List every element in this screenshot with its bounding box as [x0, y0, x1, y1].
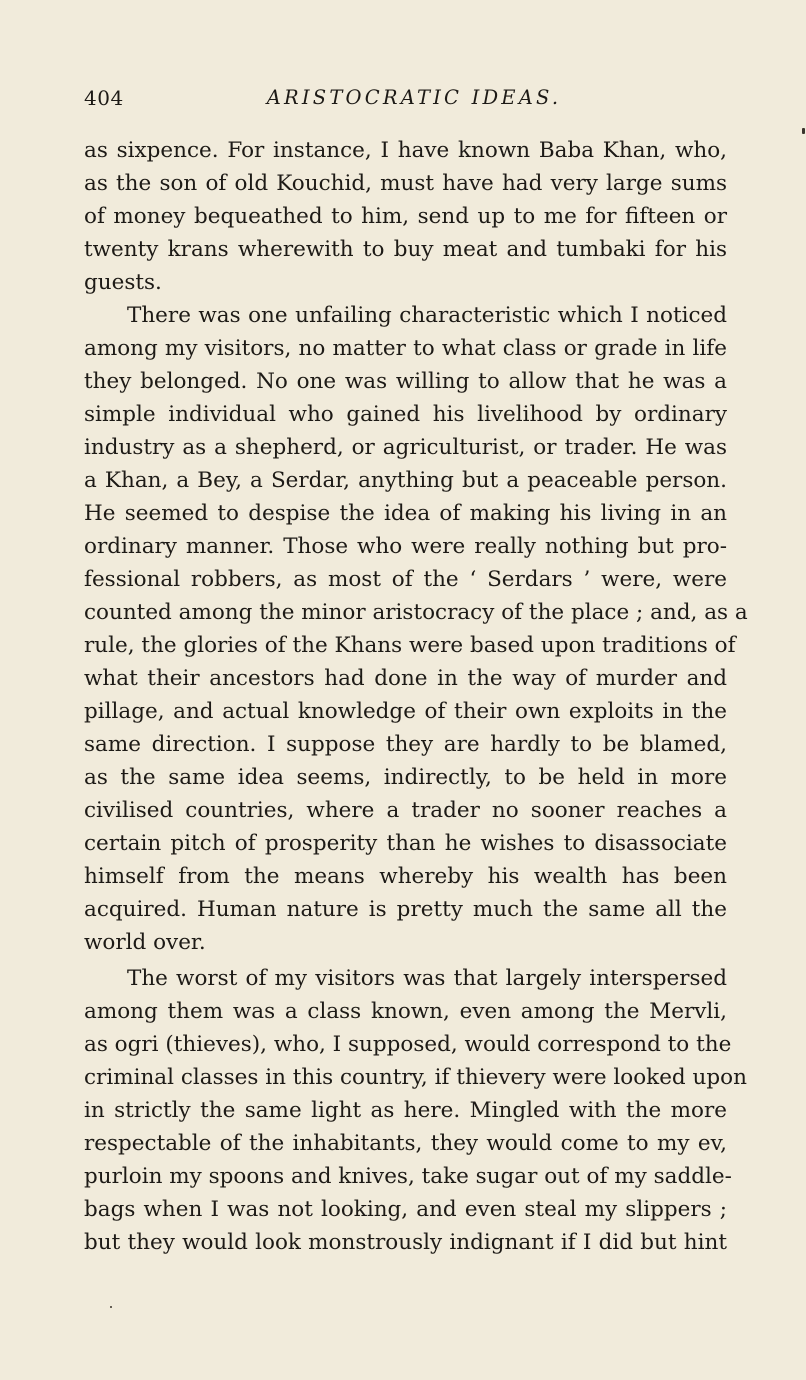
text-line: criminal classes in this country, if thievery were looked upon [84, 1065, 747, 1090]
text-line: himself from the means whereby his wealth has been [84, 864, 727, 889]
text-line: ordinary manner. Those who were really nothing but pro- [84, 534, 727, 559]
text-line: guests. [84, 270, 162, 295]
text-line: bags when I was not looking, and even steal my slippers ; [84, 1197, 727, 1222]
text-line: but they would look monstrously indignant if I did but hint [84, 1230, 727, 1255]
body-text [84, 134, 748, 1259]
page-number: 404 [84, 86, 124, 110]
text-line: of money bequeathed to him, send up to me for fifteen or [84, 204, 727, 229]
text-line: same direction. I suppose they are hardly to be blamed, [84, 732, 727, 757]
text-line: what their ancestors had done in the way of murder and [84, 666, 727, 691]
text-line: as the same idea seems, indirectly, to be held in more [84, 765, 727, 790]
text-line: counted among the minor aristocracy of the place ; and, as a [84, 600, 748, 625]
text-line: civilised countries, where a trader no sooner reaches a [84, 798, 727, 823]
page-header [84, 86, 726, 120]
text-line: as ogri (thieves), who, I supposed, would correspond to the [84, 1032, 732, 1057]
text-line: among them was a class known, even among the Mervli, [84, 999, 727, 1024]
text-line: they belonged. No one was willing to allow that he was a [84, 369, 727, 394]
ink-speck [802, 128, 805, 134]
running-title: ARISTOCRATIC IDEAS. [266, 86, 562, 109]
text-line: The worst of my visitors was that largely interspersed [127, 966, 727, 991]
text-line: There was one unfailing characteristic which I noticed [127, 303, 727, 328]
text-line: a Khan, a Bey, a Serdar, anything but a peaceable person. [84, 468, 727, 493]
text-line: twenty krans wherewith to buy meat and tumbaki for his [84, 237, 727, 262]
text-line: acquired. Human nature is pretty much the same all the [84, 897, 727, 922]
text-line: pillage, and actual knowledge of their own exploits in the [84, 699, 727, 724]
text-line: among my visitors, no matter to what class or grade in life [84, 336, 727, 361]
ink-speck [110, 1306, 112, 1308]
text-line: in strictly the same light as here. Mingled with the more [84, 1098, 727, 1123]
text-line: industry as a shepherd, or agriculturist, or trader. He was [84, 435, 727, 460]
text-line: He seemed to despise the idea of making his living in an [84, 501, 727, 526]
text-line: world over. [84, 930, 206, 955]
text-line: respectable of the inhabitants, they would come to my ev, [84, 1131, 727, 1156]
text-line: as the son of old Kouchid, must have had very large sums [84, 171, 727, 196]
text-line: rule, the glories of the Khans were based upon traditions of [84, 633, 736, 658]
text-line: simple individual who gained his livelihood by ordinary [84, 402, 727, 427]
text-line: purloin my spoons and knives, take sugar out of my saddle- [84, 1164, 732, 1189]
text-line: fessional robbers, as most of the ‘ Serdars ’ were, were [84, 567, 727, 592]
text-line: as sixpence. For instance, I have known Baba Khan, who, [84, 138, 727, 163]
text-line: certain pitch of prosperity than he wishes to disassociate [84, 831, 727, 856]
